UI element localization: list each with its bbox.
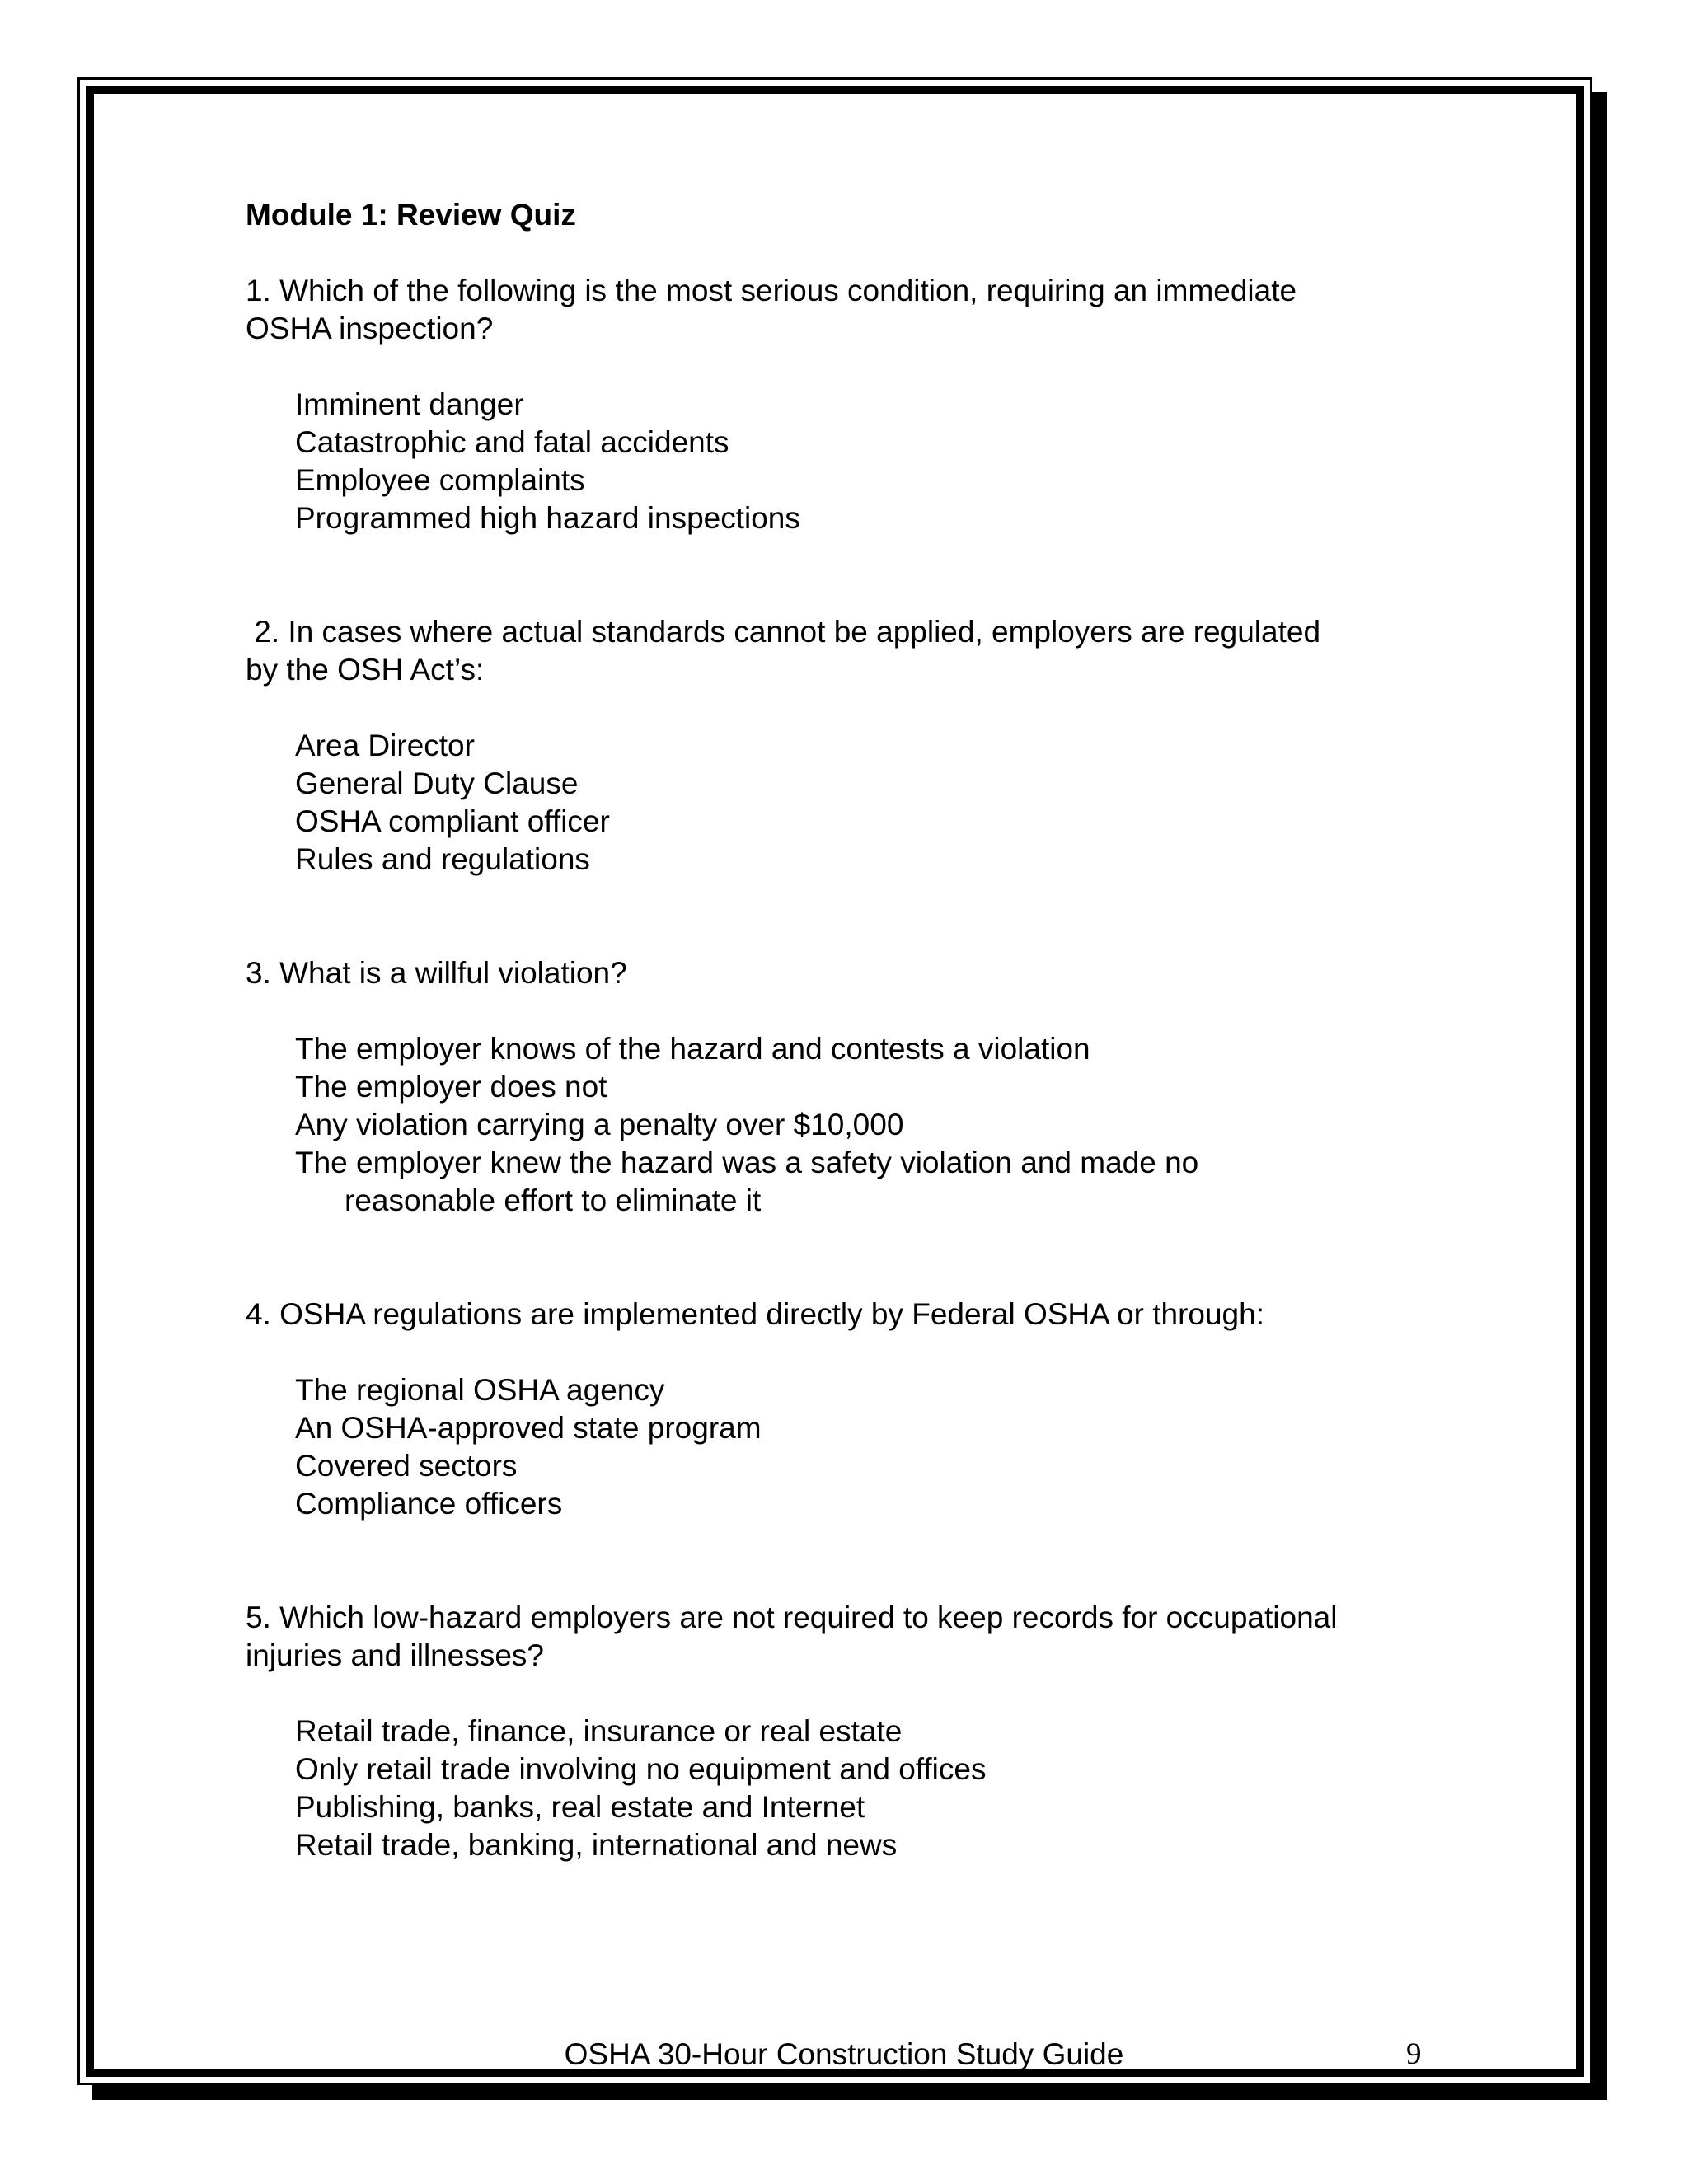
answer-option: An OSHA-approved state program	[295, 1411, 762, 1445]
answer-option: Any violation carrying a penalty over $10,000	[295, 1108, 904, 1141]
page-number: 9	[1406, 2037, 1422, 2071]
answer-options	[246, 1371, 1449, 1523]
question-text-line: 5. Which low-hazard employers are not required to keep records for occupational	[246, 1601, 1338, 1634]
answer-option: Compliance officers	[295, 1487, 563, 1521]
answer-options	[246, 386, 1449, 537]
answer-option: Only retail trade involving no equipment and offices	[295, 1752, 987, 1786]
answer-options	[246, 1030, 1449, 1220]
question-text-line: 2. In cases where actual standards cannot be applied, employers are regulated	[246, 615, 1321, 649]
question-text	[246, 1296, 1449, 1333]
answer-option: Area Director	[295, 729, 475, 762]
answer-option: The employer does not	[295, 1070, 607, 1104]
answer-option: Publishing, banks, real estate and Internet	[295, 1790, 865, 1824]
spacer	[246, 537, 1449, 613]
quiz-title: Module 1: Review Quiz	[246, 198, 576, 232]
footer-title: OSHA 30-Hour Construction Study Guide	[564, 2037, 1124, 2071]
spacer	[246, 879, 1449, 954]
answer-options	[246, 727, 1449, 879]
question-text-line: by the OSH Act’s:	[246, 653, 485, 687]
answer-option: Programmed high hazard inspections	[295, 501, 800, 535]
answer-option-continuation: reasonable effort to eliminate it	[345, 1183, 762, 1217]
question-text	[246, 1599, 1449, 1675]
answer-option: The employer knows of the hazard and contests a violation	[295, 1032, 1090, 1066]
question-text	[246, 272, 1449, 348]
question-text-line: 1. Which of the following is the most serious condition, requiring an immediate	[246, 274, 1297, 307]
answer-option: Employee complaints	[295, 463, 585, 497]
question-1	[246, 272, 1449, 537]
answer-option-text: The employer knew the hazard was a safety violation and made no	[295, 1146, 1199, 1179]
question-5	[246, 1599, 1449, 1864]
answer-option: Covered sectors	[295, 1449, 518, 1483]
answer-option: Imminent danger	[295, 387, 524, 421]
answer-option: The regional OSHA agency	[295, 1373, 665, 1407]
answer-option: Retail trade, finance, insurance or real estate	[295, 1714, 903, 1748]
question-text	[246, 613, 1449, 689]
question-2	[246, 613, 1449, 879]
answer-option: Catastrophic and fatal accidents	[295, 425, 729, 459]
question-text-line: 4. OSHA regulations are implemented directly by Federal OSHA or through:	[246, 1297, 1264, 1331]
answer-option: Retail trade, banking, international and news	[295, 1828, 898, 1862]
answer-option: OSHA compliant officer	[295, 804, 610, 838]
question-text-line: 3. What is a willful violation?	[246, 956, 627, 990]
question-text-line: injuries and illnesses?	[246, 1638, 544, 1672]
spacer	[246, 1220, 1449, 1296]
answer-option	[295, 1144, 1449, 1220]
answer-option: Rules and regulations	[295, 842, 590, 876]
question-4	[246, 1296, 1449, 1523]
page-content	[246, 196, 1449, 1864]
question-3	[246, 954, 1449, 1220]
answer-option: General Duty Clause	[295, 766, 579, 800]
spacer	[246, 1523, 1449, 1599]
question-text-line: OSHA inspection?	[246, 312, 494, 345]
answer-options	[246, 1713, 1449, 1864]
question-text	[246, 954, 1449, 992]
